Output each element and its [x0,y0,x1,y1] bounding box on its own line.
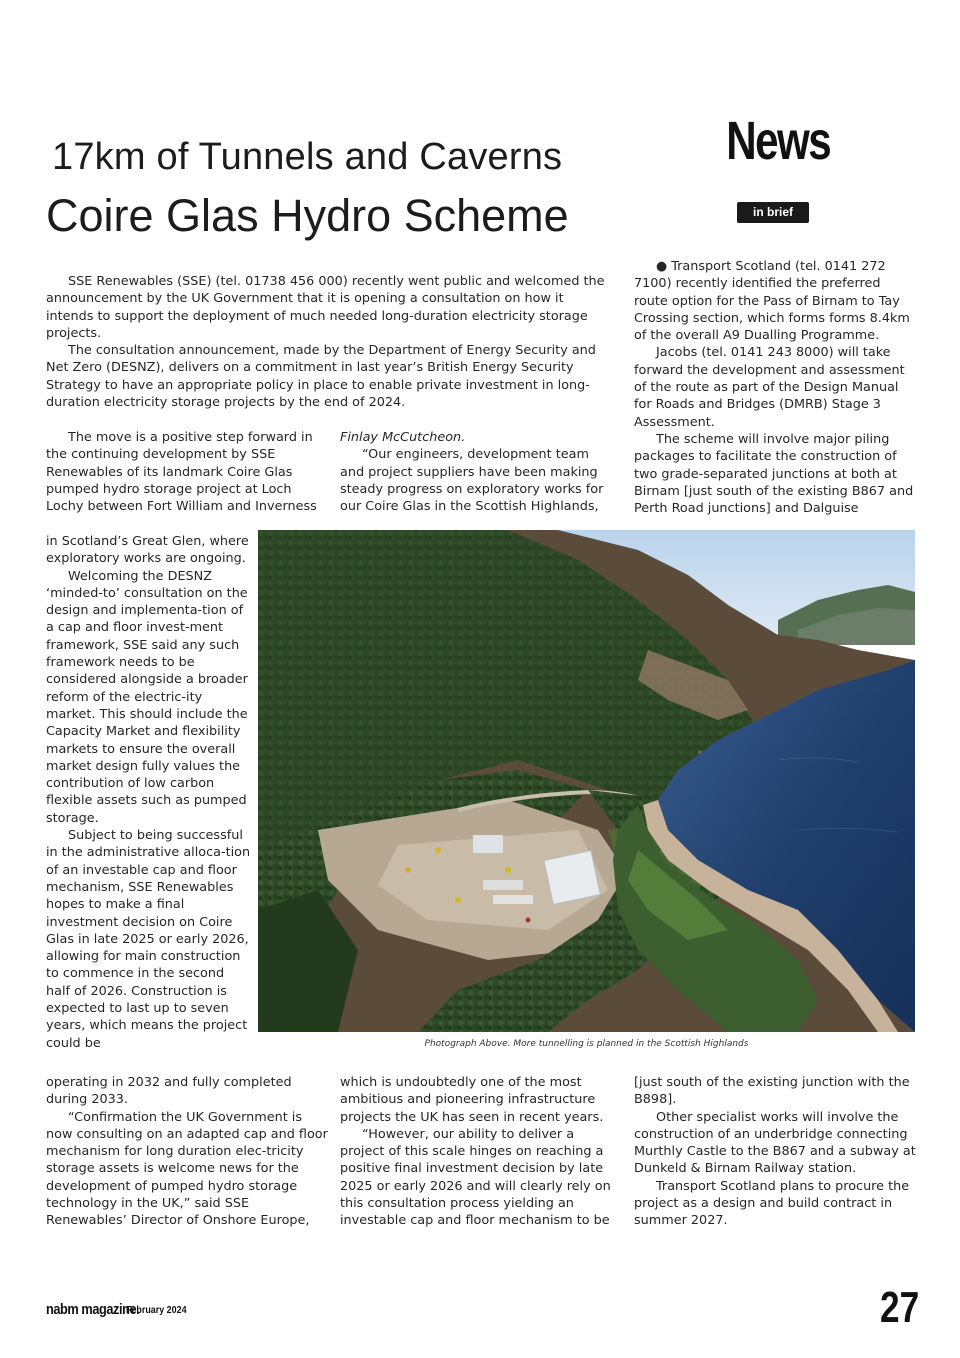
paragraph: The move is a positive step forward in the continuing development by SSE Renewables of its landmark Coire Glas pumped hydro storage project at Loch Lochy between Fort William and Inverness [46,430,317,515]
aerial-photo-illustration [258,530,915,1032]
paragraph: “Confirmation the UK Government is now consulting on an adapted cap and floor mechanism for long duration elec-tricity storage assets is welcome news for the development of pumped hydro storage technology in the UK,” said SSE Renewables’ Director of Onshore Europe, [46,1109,328,1229]
paragraph: Welcoming the DESNZ ‘minded-to’ consultation on the design and implementa-tion of a cap and floor invest-ment framework, SSE said any such framework needs to be considered alongside a broader reform of the electric-ity market. This should include the Capacity Market and flexibility markets to ensure the overall market design fully values the contribution of low carbon flexible assets such as pumped storage. [46,568,248,826]
paragraph: which is undoubtedly one of the most ambitious and pioneering infrastructure projects the UK has seen in recent years. [340,1075,604,1125]
paragraph: “Our engineers, development team and project suppliers have been making steady progress on exploratory works for our Coire Glas in the Scottish Highlands, [340,447,604,515]
section-title: News [726,111,831,171]
column-2-top [340,429,610,515]
paragraph: The scheme will involve major piling packages to facilitate the construction of two grade-separated junctions at both at Birnam [just south of the existing B867 and Perth Road junctions] and Dalguise [634,431,914,517]
column-1-top [46,429,328,515]
paragraph: Subject to being successful in the administrative alloca-tion of an investable cap and floor mechanism, SSE Renewables hopes to make a final investment decision on Coire Glas in late 2025 or early 2026, allowing for main construction to commence in the second half of 2026. Construction is expected to last up to seven years, which means the project could be [46,828,251,1051]
column-3-bottom [634,1074,916,1230]
aerial-photograph [258,530,915,1032]
article-intro [46,273,606,411]
column-2-bottom [340,1074,622,1230]
paragraph: Transport Scotland plans to procure the project as a design and build contract in summer 2027. [634,1178,910,1229]
intro-paragraph: The consultation announcement, made by the Department of Energy Security and Net Zero (DESNZ), delivers on a commitment in last year’s British Energy Security Strategy to have an appropriate policy in place to enable private investment in long-duration electricity storage projects by the end of 2024. [46,343,596,411]
paragraph: “However, our ability to deliver a project of this scale hinges on reaching a positive final investment decision by late 2025 or early 2026 and will clearly rely on this consultation process yielding an investable cap and floor mechanism to be [340,1126,611,1229]
paragraph: Jacobs (tel. 0141 243 8000) will take forward the development and assessment of the route as part of the Design Manual for Roads and Bridges (DMRB) Stage 3 Assessment. [634,345,905,430]
intro-paragraph: SSE Renewables (SSE) (tel. 01738 456 000) recently went public and welcomed the announcement by the UK Government that it is opening a consultation on how it intends to support the deployment of much needed long-duration electricity storage projects. [46,274,605,341]
magazine-name: nabm magazine. [46,1301,140,1318]
paragraph: ● Transport Scotland (tel. 0141 272 7100) recently identified the preferred route option for the Pass of Birnam to Tay Crossing section, which forms forms 8.4km of the overall A9 Dualling Programme. [634,259,910,344]
section-badge: in brief [737,202,809,223]
photo-caption: Photograph Above. More tunnelling is planned in the Scottish Highlands [424,1039,749,1049]
issue-date: February 2024 [126,1304,187,1316]
column-1-narrow [46,533,251,1052]
paragraph: in Scotland’s Great Glen, where exploratory works are ongoing. [46,534,249,567]
column-3-top [634,258,916,517]
headline-line-1: 17km of Tunnels and Caverns [52,136,563,178]
column-1-bottom [46,1074,328,1230]
paragraph: Other specialist works will involve the construction of an underbridge connecting Murthly Castle to the B867 and a subway at Dunkeld & Birnam Railway station. [634,1109,916,1177]
page-number: 27 [880,1283,920,1332]
paragraph: operating in 2032 and fully completed during 2033. [46,1075,292,1108]
headline-line-2: Coire Glas Hydro Scheme [46,190,569,241]
paragraph: [just south of the existing junction with the B898]. [634,1075,910,1108]
author-name: Finlay McCutcheon. [340,430,466,445]
